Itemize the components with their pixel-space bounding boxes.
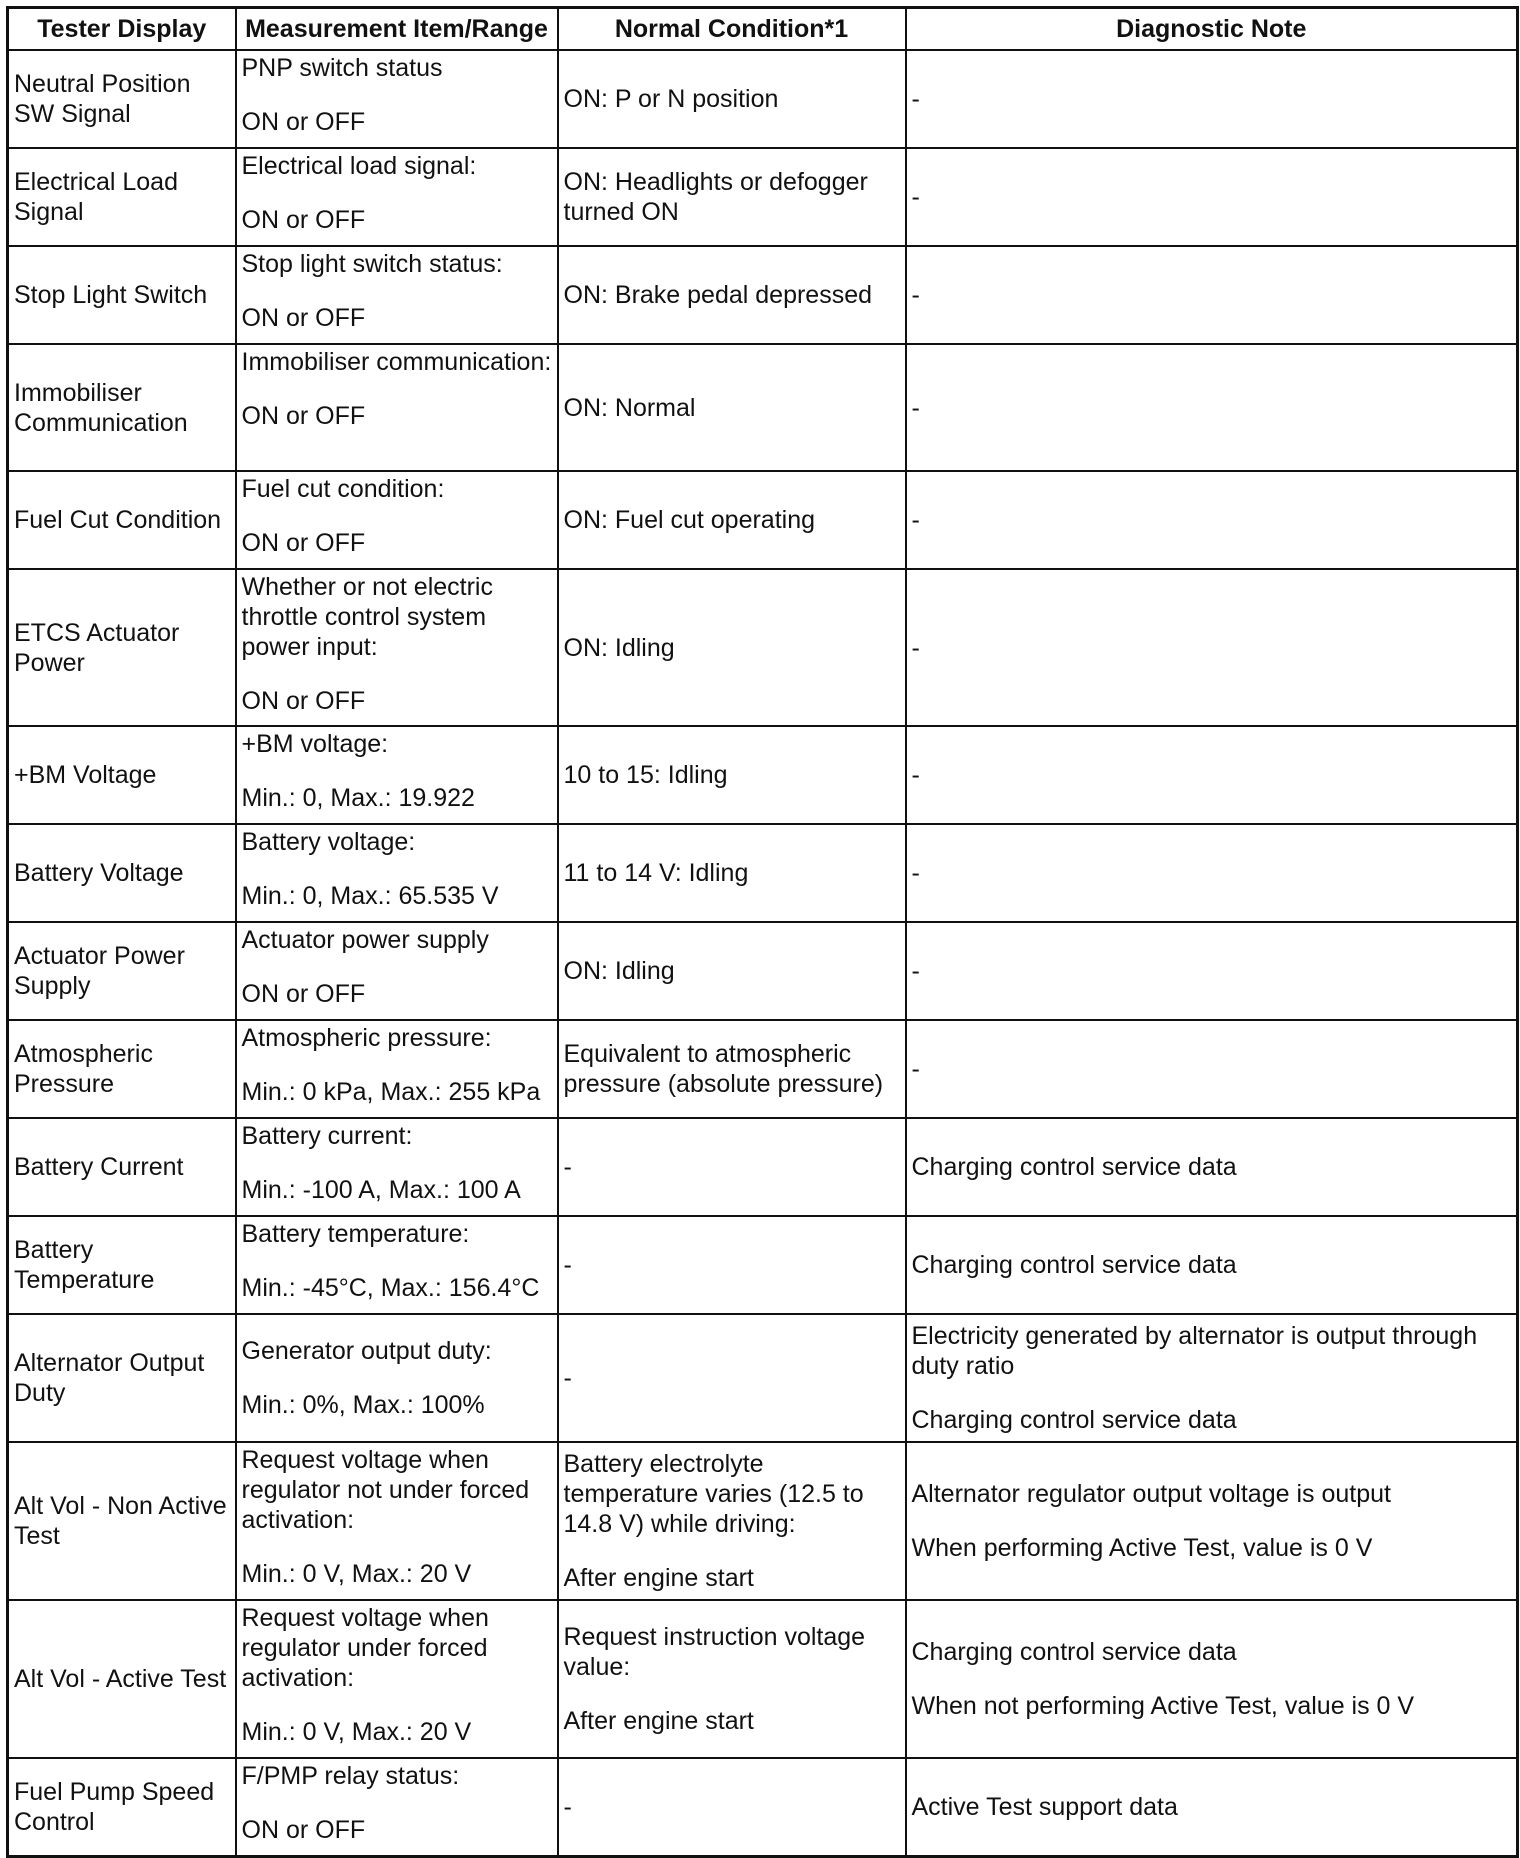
- table-row: [8, 148, 1518, 246]
- table-row: [8, 726, 1518, 824]
- range-text: Generator output duty:: [241, 1337, 492, 1365]
- normal-text: ON: Headlights or defogger turned ON: [563, 168, 868, 226]
- range-text: Min.: -45°C, Max.: 156.4°C: [241, 1274, 540, 1302]
- note-text: -: [911, 761, 920, 789]
- diagnostic-note-cell: [906, 824, 1518, 922]
- note-text: -: [911, 393, 920, 422]
- note-text: When performing Active Test, value is 0 V: [911, 1534, 1373, 1562]
- normal-text: -: [563, 1364, 572, 1392]
- range-text: ON or OFF: [241, 980, 366, 1008]
- range-text: PNP switch status: [241, 54, 443, 82]
- data-list-sheet: [6, 6, 1516, 1848]
- range-text: ON or OFF: [241, 108, 366, 136]
- normal-condition-cell: [558, 148, 906, 246]
- note-text: -: [911, 859, 920, 887]
- tester-display-cell: Battery Voltage: [8, 824, 236, 922]
- range-text: Battery temperature:: [241, 1220, 470, 1248]
- tester-display-cell: ETCS Actuator Power: [8, 569, 236, 726]
- diagnostic-note-cell: [906, 569, 1518, 726]
- measurement-range-cell: [236, 726, 558, 824]
- normal-text: Equivalent to atmospheric pressure (absolute pressure): [563, 1040, 884, 1098]
- normal-condition-cell: [558, 471, 906, 569]
- diagnostic-note-cell: [906, 1020, 1518, 1118]
- normal-text: ON: Fuel cut operating: [563, 506, 816, 534]
- diagnostic-note-cell: [906, 1216, 1518, 1314]
- measurement-range-cell: [236, 1118, 558, 1216]
- table-row: [8, 1600, 1518, 1758]
- table-row: [8, 1216, 1518, 1314]
- normal-condition-cell: [558, 1442, 906, 1600]
- normal-text: After engine start: [563, 1564, 754, 1592]
- measurement-range-cell: [236, 1020, 558, 1118]
- range-text: Stop light switch status:: [241, 250, 503, 278]
- range-text: Min.: -100 A, Max.: 100 A: [241, 1176, 521, 1204]
- tester-display-cell: Actuator Power Supply: [8, 922, 236, 1020]
- measurement-range-cell: [236, 922, 558, 1020]
- header-diagnostic-note: Diagnostic Note: [906, 8, 1518, 51]
- diagnostic-note-cell: [906, 922, 1518, 1020]
- normal-condition-cell: [558, 726, 906, 824]
- range-text: Actuator power supply: [241, 926, 489, 954]
- normal-text: Battery electrolyte temperature varies (12.5 to 14.8 V) while driving:: [563, 1450, 864, 1538]
- normal-text: 10 to 15: Idling: [563, 761, 728, 789]
- note-text: Charging control service data: [911, 1251, 1237, 1279]
- range-text: ON or OFF: [241, 687, 366, 715]
- diagnostic-note-cell: [906, 1314, 1518, 1442]
- normal-text: ON: Idling: [563, 957, 675, 985]
- note-text: -: [911, 506, 920, 534]
- measurement-range-cell: [236, 1314, 558, 1442]
- diagnostic-note-cell: [906, 50, 1518, 148]
- header-tester-display: Tester Display: [8, 8, 236, 51]
- normal-condition-cell: [558, 824, 906, 922]
- range-text: Min.: 0 kPa, Max.: 255 kPa: [241, 1078, 541, 1106]
- normal-condition-cell: [558, 1314, 906, 1442]
- tester-display-cell: Neutral Position SW Signal: [8, 50, 236, 148]
- range-text: ON or OFF: [241, 529, 366, 557]
- normal-condition-cell: [558, 50, 906, 148]
- header-normal-condition: Normal Condition*1: [558, 8, 906, 51]
- normal-condition-cell: [558, 1216, 906, 1314]
- range-text: ON or OFF: [241, 1816, 366, 1844]
- normal-text: ON: Normal: [563, 393, 696, 422]
- measurement-range-cell: [236, 1600, 558, 1758]
- note-text: When not performing Active Test, value is 0 V: [911, 1692, 1415, 1720]
- normal-condition-cell: [558, 344, 906, 471]
- diagnostic-note-cell: [906, 148, 1518, 246]
- measurement-range-cell: [236, 569, 558, 726]
- table-row: [8, 922, 1518, 1020]
- measurement-range-cell: [236, 824, 558, 922]
- range-text: Min.: 0%, Max.: 100%: [241, 1391, 485, 1419]
- range-text: Min.: 0 V, Max.: 20 V: [241, 1718, 472, 1746]
- diagnostic-note-cell: [906, 1442, 1518, 1600]
- measurement-range-cell: [236, 1442, 558, 1600]
- normal-text: ON: Idling: [563, 633, 675, 662]
- table-row: [8, 246, 1518, 344]
- normal-text: After engine start: [563, 1707, 754, 1735]
- normal-condition-cell: [558, 246, 906, 344]
- normal-condition-cell: [558, 1020, 906, 1118]
- tester-display-cell: Alt Vol - Active Test: [8, 1600, 236, 1758]
- normal-condition-cell: [558, 569, 906, 726]
- note-text: Charging control service data: [911, 1638, 1237, 1666]
- normal-text: -: [563, 1251, 572, 1279]
- measurement-range-cell: [236, 148, 558, 246]
- range-text: Min.: 0, Max.: 19.922: [241, 784, 475, 812]
- range-text: Battery voltage:: [241, 828, 416, 856]
- measurement-range-cell: [236, 1216, 558, 1314]
- note-text: -: [911, 183, 920, 211]
- table-row: [8, 471, 1518, 569]
- range-text: Immobiliser communication:: [241, 348, 552, 376]
- header-row: [8, 8, 1518, 51]
- table-row: [8, 1020, 1518, 1118]
- tester-display-cell: Stop Light Switch: [8, 246, 236, 344]
- normal-text: ON: P or N position: [563, 85, 779, 113]
- note-text: -: [911, 281, 920, 309]
- normal-condition-cell: [558, 922, 906, 1020]
- diagnostic-note-cell: [906, 1758, 1518, 1856]
- table-row: [8, 1758, 1518, 1856]
- range-text: Request voltage when regulator under forced activation:: [241, 1604, 489, 1692]
- tester-display-cell: Fuel Pump Speed Control: [8, 1758, 236, 1856]
- table-row: [8, 50, 1518, 148]
- note-text: -: [911, 957, 920, 985]
- range-text: ON or OFF: [241, 304, 366, 332]
- note-text: Active Test support data: [911, 1792, 1178, 1821]
- diagnostic-note-cell: [906, 1118, 1518, 1216]
- range-text: Electrical load signal:: [241, 152, 477, 180]
- note-text: Alternator regulator output voltage is output: [911, 1480, 1391, 1508]
- range-text: Battery current:: [241, 1122, 413, 1150]
- normal-text: -: [563, 1153, 572, 1181]
- tester-display-cell: Fuel Cut Condition: [8, 471, 236, 569]
- normal-text: ON: Brake pedal depressed: [563, 281, 873, 309]
- tester-display-cell: Atmospheric Pressure: [8, 1020, 236, 1118]
- range-text: Atmospheric pressure:: [241, 1024, 492, 1052]
- range-text: Min.: 0, Max.: 65.535 V: [241, 882, 499, 910]
- range-text: ON or OFF: [241, 206, 366, 234]
- table-row: [8, 344, 1518, 471]
- note-text: Charging control service data: [911, 1406, 1237, 1434]
- normal-text: Request instruction voltage value:: [563, 1623, 866, 1681]
- normal-text: 11 to 14 V: Idling: [563, 859, 749, 887]
- tester-display-cell: Alt Vol - Non Active Test: [8, 1442, 236, 1600]
- measurement-range-cell: [236, 1758, 558, 1856]
- diagnostic-note-cell: [906, 246, 1518, 344]
- range-text: ON or OFF: [241, 402, 366, 430]
- header-measurement-item-range: Measurement Item/Range: [236, 8, 558, 51]
- normal-condition-cell: [558, 1600, 906, 1758]
- table-row: [8, 1442, 1518, 1600]
- normal-text: -: [563, 1792, 572, 1821]
- range-text: Min.: 0 V, Max.: 20 V: [241, 1560, 472, 1588]
- measurement-range-cell: [236, 246, 558, 344]
- table-row: [8, 1314, 1518, 1442]
- tester-display-cell: Immobiliser Communication: [8, 344, 236, 471]
- tester-display-cell: Battery Current: [8, 1118, 236, 1216]
- note-text: -: [911, 1055, 920, 1083]
- measurement-range-cell: [236, 344, 558, 471]
- range-text: Fuel cut condition:: [241, 475, 445, 503]
- tester-display-cell: Electrical Load Signal: [8, 148, 236, 246]
- note-text: -: [911, 85, 920, 113]
- tester-display-cell: Alternator Output Duty: [8, 1314, 236, 1442]
- range-text: +BM voltage:: [241, 730, 389, 758]
- table-row: [8, 824, 1518, 922]
- note-text: Electricity generated by alternator is output through duty ratio: [911, 1322, 1478, 1380]
- range-text: F/PMP relay status:: [241, 1762, 460, 1790]
- measurement-range-cell: [236, 471, 558, 569]
- table-row: [8, 1118, 1518, 1216]
- measurement-range-cell: [236, 50, 558, 148]
- normal-condition-cell: [558, 1118, 906, 1216]
- range-text: Request voltage when regulator not under forced activation:: [241, 1446, 530, 1534]
- diagnostic-note-cell: [906, 1600, 1518, 1758]
- tester-display-cell: +BM Voltage: [8, 726, 236, 824]
- data-list-table: [6, 6, 1519, 1858]
- tester-display-cell: Battery Temperature: [8, 1216, 236, 1314]
- note-text: Charging control service data: [911, 1153, 1237, 1181]
- normal-condition-cell: [558, 1758, 906, 1856]
- diagnostic-note-cell: [906, 471, 1518, 569]
- note-text: -: [911, 633, 920, 662]
- range-text: Whether or not electric throttle control system power input:: [241, 573, 493, 661]
- table-row: [8, 569, 1518, 726]
- diagnostic-note-cell: [906, 344, 1518, 471]
- diagnostic-note-cell: [906, 726, 1518, 824]
